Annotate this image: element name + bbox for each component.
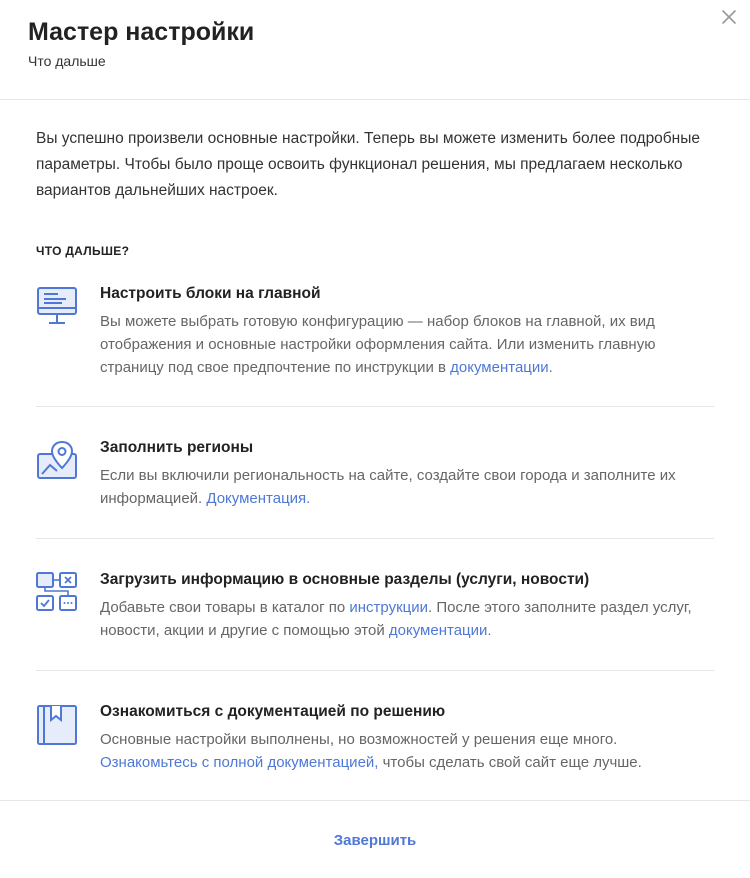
item-text <box>100 310 714 379</box>
item-title: Загрузить информацию в основные разделы (услуги, новости) <box>100 571 590 588</box>
item-text <box>100 596 714 642</box>
list-item-regions <box>36 407 714 539</box>
item-text-part: чтобы сделать свой сайт еще лучше. <box>378 754 642 771</box>
item-text <box>100 728 714 774</box>
map-pin-icon <box>36 440 78 482</box>
dialog-footer <box>0 800 750 878</box>
documentation-link[interactable]: документации. <box>450 359 553 376</box>
item-title: Ознакомиться с документацией по решению <box>100 703 446 720</box>
documentation-link[interactable]: Документация. <box>206 490 311 507</box>
finish-button[interactable]: Завершить <box>333 832 417 849</box>
item-text-part: Основные настройки выполнены, но возможностей у решения еще много. <box>100 731 618 748</box>
item-title: Заполнить регионы <box>100 439 254 456</box>
intro-text: Вы успешно произвели основные настройки. Теперь вы можете изменить более подробные параметры. Чтобы было проще освоить функционал решения, мы предлагаем несколько вариантов дальнейших настроек. <box>36 130 701 199</box>
list-item-documentation <box>36 671 714 774</box>
monitor-icon <box>36 286 78 328</box>
book-icon <box>36 704 78 746</box>
item-text-part: . После этого заполните раздел услуг, новости, акции и другие с помощью этой <box>100 599 692 639</box>
full-documentation-link[interactable]: Ознакомьтесь с полной документацией, <box>100 754 379 771</box>
close-icon <box>720 8 738 26</box>
dialog-content <box>0 100 750 774</box>
section-label: ЧТО ДАЛЬШЕ? <box>36 244 130 258</box>
item-title: Настроить блоки на главной <box>100 285 321 302</box>
item-text-part: Если вы включили региональность на сайте, создайте свои города и заполните их информацией. <box>100 467 676 507</box>
dialog-header <box>0 0 750 100</box>
item-text-part: Вы можете выбрать готовую конфигурацию — набор блоков на главной, их вид отображения и основные настройки оформления сайта. Или изменить главную страницу под свое предпочтение по инструкции в <box>100 313 656 376</box>
instruction-link[interactable]: инструкции <box>349 599 428 616</box>
dialog-subtitle: Что дальше <box>28 53 106 69</box>
list-item-sections <box>36 539 714 671</box>
item-text <box>100 464 714 510</box>
dialog-title: Мастер настройки <box>28 18 255 46</box>
close-button[interactable] <box>720 8 738 26</box>
documentation-link[interactable]: документации. <box>388 622 492 639</box>
list-item-home-blocks <box>36 284 714 407</box>
item-text-part: Добавьте свои товары в каталог по <box>100 599 350 616</box>
blocks-icon <box>36 572 78 614</box>
